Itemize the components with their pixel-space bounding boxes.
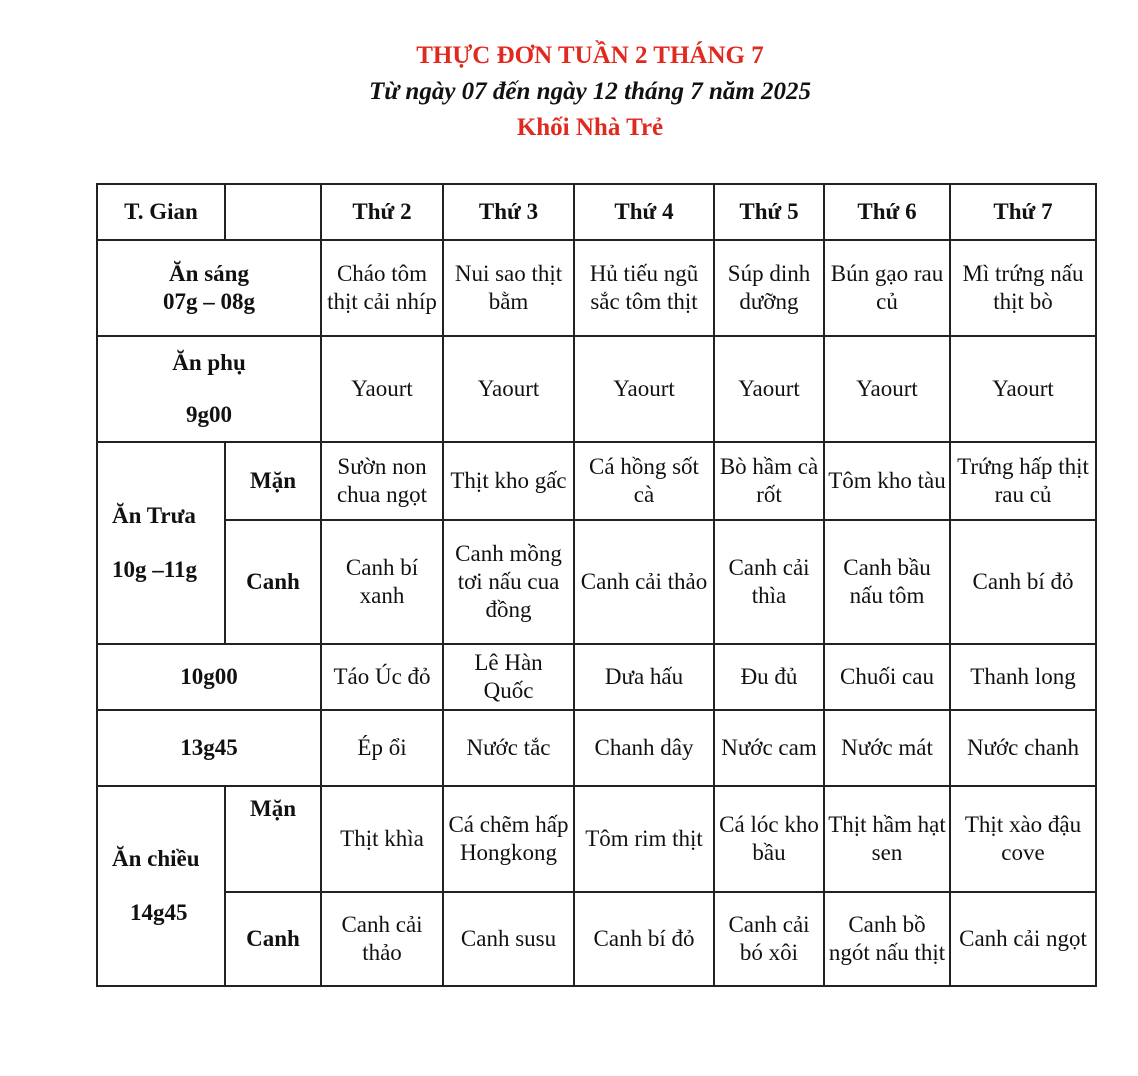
meal-name: Ăn Trưa [112, 503, 196, 528]
menu-cell: Yaourt [443, 336, 574, 442]
menu-cell: Chanh dây [574, 710, 714, 786]
menu-cell: Nui sao thịt bằm [443, 240, 574, 336]
menu-cell: Canh cải ngọt [950, 892, 1096, 986]
header-day: Thứ 5 [714, 184, 824, 240]
menu-cell: Cá lóc kho bầu [714, 786, 824, 892]
menu-cell: Đu đủ [714, 644, 824, 710]
menu-cell: Bò hầm cà rốt [714, 442, 824, 520]
menu-cell: Canh cải bó xôi [714, 892, 824, 986]
menu-cell: Cá chẽm hấp Hongkong [443, 786, 574, 892]
menu-cell: Ép ổi [321, 710, 443, 786]
menu-cell: Canh bí xanh [321, 520, 443, 644]
meal-time: 07g – 08g [163, 289, 255, 314]
menu-cell: Thanh long [950, 644, 1096, 710]
header-day: Thứ 2 [321, 184, 443, 240]
menu-cell: Thịt khìa [321, 786, 443, 892]
menu-cell: Dưa hấu [574, 644, 714, 710]
header-day: Thứ 3 [443, 184, 574, 240]
meal-name: Ăn chiều [112, 846, 200, 871]
menu-cell: Cháo tôm thịt cải nhíp [321, 240, 443, 336]
table-row [97, 892, 1096, 986]
menu-cell: Thịt hầm hạt sen [824, 786, 950, 892]
menu-cell: Tôm rim thịt [574, 786, 714, 892]
menu-cell: Yaourt [574, 336, 714, 442]
table-row [97, 644, 1096, 710]
menu-date-range: Từ ngày 07 đến ngày 12 tháng 7 năm 2025 [368, 78, 812, 105]
table-row [97, 442, 1096, 520]
header-row [97, 184, 1096, 240]
meal-label-breakfast [97, 240, 321, 336]
sub-label-man: Mặn [225, 786, 321, 892]
meal-label-snack [97, 336, 321, 442]
table-row [97, 520, 1096, 644]
header-day: Thứ 6 [824, 184, 950, 240]
meal-time: 9g00 [186, 402, 232, 427]
meal-time: 14g45 [130, 900, 188, 925]
table-row [97, 786, 1096, 892]
menu-cell: Trứng hấp thịt rau củ [950, 442, 1096, 520]
menu-cell: Chuối cau [824, 644, 950, 710]
table-row [97, 336, 1096, 442]
menu-cell: Thịt kho gấc [443, 442, 574, 520]
menu-cell: Yaourt [950, 336, 1096, 442]
header-day: Thứ 4 [574, 184, 714, 240]
menu-cell: Nước chanh [950, 710, 1096, 786]
menu-cell: Yaourt [824, 336, 950, 442]
table-row [97, 240, 1096, 336]
menu-cell: Canh cải thìa [714, 520, 824, 644]
sub-label-canh: Canh [225, 520, 321, 644]
menu-heading [0, 38, 1138, 146]
meal-label-afternoon [97, 786, 225, 986]
menu-cell: Mì trứng nấu thịt bò [950, 240, 1096, 336]
menu-cell: Canh susu [443, 892, 574, 986]
meal-label-lunch [97, 442, 225, 644]
menu-cell: Cá hồng sốt cà [574, 442, 714, 520]
menu-cell: Yaourt [321, 336, 443, 442]
menu-cell: Canh mồng tơi nấu cua đồng [443, 520, 574, 644]
meal-time-drink: 13g45 [97, 710, 321, 786]
menu-cell: Canh bồ ngót nấu thịt [824, 892, 950, 986]
menu-group: Khối Nhà Trẻ [516, 114, 664, 141]
meal-time: 10g –11g [112, 557, 197, 582]
meal-name: Ăn sáng [169, 261, 249, 286]
menu-cell: Súp dinh dưỡng [714, 240, 824, 336]
menu-title: THỰC ĐƠN TUẦN 2 THÁNG 7 [416, 42, 764, 69]
menu-cell: Nước cam [714, 710, 824, 786]
sub-label-canh: Canh [225, 892, 321, 986]
menu-cell: Canh bầu nấu tôm [824, 520, 950, 644]
sub-label-man: Mặn [225, 442, 321, 520]
menu-cell: Canh bí đỏ [574, 892, 714, 986]
meal-time-fruit: 10g00 [97, 644, 321, 710]
header-blank [225, 184, 321, 240]
menu-cell: Yaourt [714, 336, 824, 442]
menu-cell: Thịt xào đậu cove [950, 786, 1096, 892]
menu-cell: Lê Hàn Quốc [443, 644, 574, 710]
header-time: T. Gian [97, 184, 225, 240]
menu-cell: Táo Úc đỏ [321, 644, 443, 710]
menu-cell: Sườn non chua ngọt [321, 442, 443, 520]
table-row [97, 710, 1096, 786]
meal-name: Ăn phụ [172, 350, 246, 375]
header-day: Thứ 7 [950, 184, 1096, 240]
menu-cell: Canh bí đỏ [950, 520, 1096, 644]
menu-cell: Canh cải thảo [321, 892, 443, 986]
menu-cell: Bún gạo rau củ [824, 240, 950, 336]
menu-cell: Tôm kho tàu [824, 442, 950, 520]
menu-cell: Canh cải thảo [574, 520, 714, 644]
menu-cell: Nước mát [824, 710, 950, 786]
menu-cell: Nước tắc [443, 710, 574, 786]
menu-table [96, 183, 1097, 987]
menu-cell: Hủ tiếu ngũ sắc tôm thịt [574, 240, 714, 336]
